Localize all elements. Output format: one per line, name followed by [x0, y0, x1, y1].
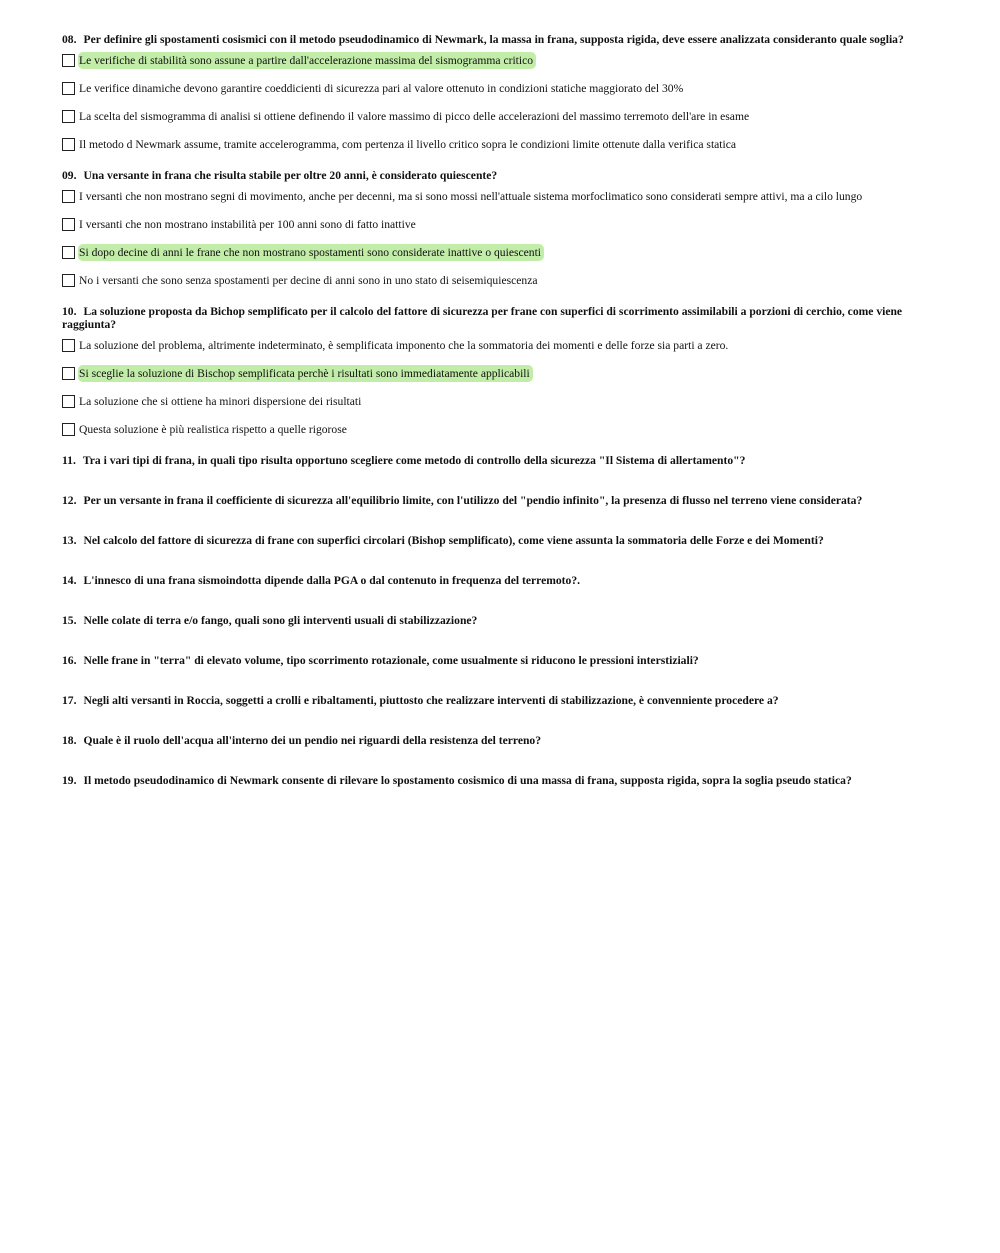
- question-text: Per definire gli spostamenti cosismici con il metodo pseudodinamico di Newmark, la massa in frana, supposta rigida, deve essere analizzata consideranto quale soglia?: [83, 33, 904, 46]
- answer-options: [62, 52, 932, 153]
- question-16: [62, 654, 932, 667]
- answer-text: La soluzione che si ottiene ha minori dispersione dei risultati: [79, 395, 362, 408]
- question-text: Negli alti versanti in Roccia, soggetti a crolli e ribaltamenti, piuttosto che realizzare interventi di stabilizzazione, è convenniente procedere a?: [83, 694, 779, 707]
- answer-option[interactable]: [62, 337, 932, 354]
- checkbox[interactable]: [62, 367, 75, 380]
- question-title: [62, 654, 932, 667]
- question-number: 19.: [62, 774, 77, 787]
- question-number: 08.: [62, 33, 77, 46]
- question-text: Tra i vari tipi di frana, in quali tipo risulta opportuno scegliere come metodo di controllo della sicurezza "Il Sistema di allertamento"?: [82, 454, 746, 467]
- answer-options: [62, 188, 932, 289]
- answer-text: I versanti che non mostrano instabilità per 100 anni sono di fatto inattive: [79, 218, 416, 231]
- answer-option[interactable]: [62, 108, 932, 125]
- checkbox[interactable]: [62, 190, 75, 203]
- checkbox[interactable]: [62, 138, 75, 151]
- question-text: Nelle colate di terra e/o fango, quali sono gli interventi usuali di stabilizzazione?: [83, 614, 478, 627]
- answer-text: La scelta del sismogramma di analisi si ottiene definendo il valore massimo di picco delle accelerazioni del massimo terremoto dell'are in esame: [79, 110, 750, 123]
- checkbox[interactable]: [62, 110, 75, 123]
- question-17: [62, 694, 932, 707]
- answer-text: Questa soluzione è più realistica rispetto a quelle rigorose: [79, 423, 347, 436]
- question-number: 18.: [62, 734, 77, 747]
- answer-text: Si sceglie la soluzione di Bischop semplificata perchè i risultati sono immediatamente applicabili: [78, 365, 533, 382]
- question-09: [62, 169, 932, 289]
- question-title: [62, 534, 932, 547]
- answer-text: No i versanti che sono senza spostamenti per decine di anni sono in uno stato di seisemiquiescenza: [79, 274, 538, 287]
- answer-text: La soluzione del problema, altrimente indeterminato, è semplificata imponento che la sommatoria dei momenti e delle forze sia parti a zero.: [79, 339, 729, 352]
- question-title: [62, 614, 932, 627]
- answer-text: Il metodo d Newmark assume, tramite accelerogramma, com pertenza il livello critico sopra le condizioni limite ottenute dalla verifica statica: [79, 138, 737, 151]
- question-text: Nelle frane in "terra" di elevato volume, tipo scorrimento rotazionale, come usualmente si riducono le pressioni interstiziali?: [83, 654, 699, 667]
- question-title: [62, 774, 932, 787]
- question-12: [62, 494, 932, 507]
- question-number: 17.: [62, 694, 77, 707]
- answer-option[interactable]: [62, 136, 932, 153]
- answer-options: [62, 337, 932, 438]
- answer-option[interactable]: [62, 188, 932, 205]
- answer-text: Le verifiche di stabilità sono assune a partire dall'accelerazione massima del sismogramma critico: [78, 52, 536, 69]
- question-text: La soluzione proposta da Bichop semplificato per il calcolo del fattore di sicurezza per frane con superfici di scorrimento assimilabili a porzioni di cerchio, come viene raggiunta?: [62, 305, 903, 331]
- question-number: 11.: [62, 454, 76, 467]
- checkbox[interactable]: [62, 218, 75, 231]
- answer-text: Si dopo decine di anni le frane che non mostrano spostamenti sono considerate inattive o quiescenti: [78, 244, 544, 261]
- question-number: 15.: [62, 614, 77, 627]
- question-text: Una versante in frana che risulta stabile per oltre 20 anni, è considerato quiescente?: [83, 169, 498, 182]
- answer-text: Le verifice dinamiche devono garantire coeddicienti di sicurezza pari al valore ottenuto in condizioni statiche maggiorato del 30%: [79, 82, 684, 95]
- question-08: [62, 33, 932, 153]
- question-19: [62, 774, 932, 787]
- checkbox[interactable]: [62, 274, 75, 287]
- question-title: [62, 454, 932, 467]
- question-title: [62, 305, 932, 331]
- question-title: [62, 494, 932, 507]
- question-text: Per un versante in frana il coefficiente di sicurezza all'equilibrio limite, con l'utilizzo del "pendio infinito", la presenza di flusso nel terreno viene considerata?: [83, 494, 863, 507]
- checkbox[interactable]: [62, 423, 75, 436]
- question-text: L'innesco di una frana sismoindotta dipende dalla PGA o dal contenuto in frequenza del terremoto?.: [83, 574, 581, 587]
- question-title: [62, 694, 932, 707]
- question-14: [62, 574, 932, 587]
- checkbox[interactable]: [62, 339, 75, 352]
- question-title: [62, 734, 932, 747]
- answer-option[interactable]: [62, 244, 932, 261]
- question-11: [62, 454, 932, 467]
- answer-option[interactable]: [62, 421, 932, 438]
- answer-option[interactable]: [62, 272, 932, 289]
- question-number: 14.: [62, 574, 77, 587]
- question-text: Quale è il ruolo dell'acqua all'interno dei un pendio nei riguardi della resistenza del terreno?: [83, 734, 542, 747]
- question-number: 13.: [62, 534, 77, 547]
- question-number: 12.: [62, 494, 77, 507]
- question-13: [62, 534, 932, 547]
- question-number: 10.: [62, 305, 77, 318]
- question-text: Il metodo pseudodinamico di Newmark consente di rilevare lo spostamento cosismico di una massa di frana, supposta rigida, sopra la soglia pseudo statica?: [83, 774, 852, 787]
- answer-option[interactable]: [62, 216, 932, 233]
- checkbox[interactable]: [62, 82, 75, 95]
- question-title: [62, 33, 932, 46]
- question-number: 16.: [62, 654, 77, 667]
- question-10: [62, 305, 932, 438]
- answer-option[interactable]: [62, 80, 932, 97]
- quiz-page: [62, 33, 932, 814]
- answer-option[interactable]: [62, 52, 932, 69]
- question-title: [62, 169, 932, 182]
- answer-text: I versanti che non mostrano segni di movimento, anche per decenni, ma si sono mossi nell'attuale sistema morfoclimatico sono considerati sempre attivi, ma a cilo lungo: [79, 190, 863, 203]
- question-15: [62, 614, 932, 627]
- checkbox[interactable]: [62, 395, 75, 408]
- answer-option[interactable]: [62, 393, 932, 410]
- question-number: 09.: [62, 169, 77, 182]
- answer-option[interactable]: [62, 365, 932, 382]
- question-title: [62, 574, 932, 587]
- checkbox[interactable]: [62, 54, 75, 67]
- question-text: Nel calcolo del fattore di sicurezza di frane con superfici circolari (Bishop semplificato), come viene assunta la sommatoria delle Forze e dei Momenti?: [83, 534, 824, 547]
- checkbox[interactable]: [62, 246, 75, 259]
- question-18: [62, 734, 932, 747]
